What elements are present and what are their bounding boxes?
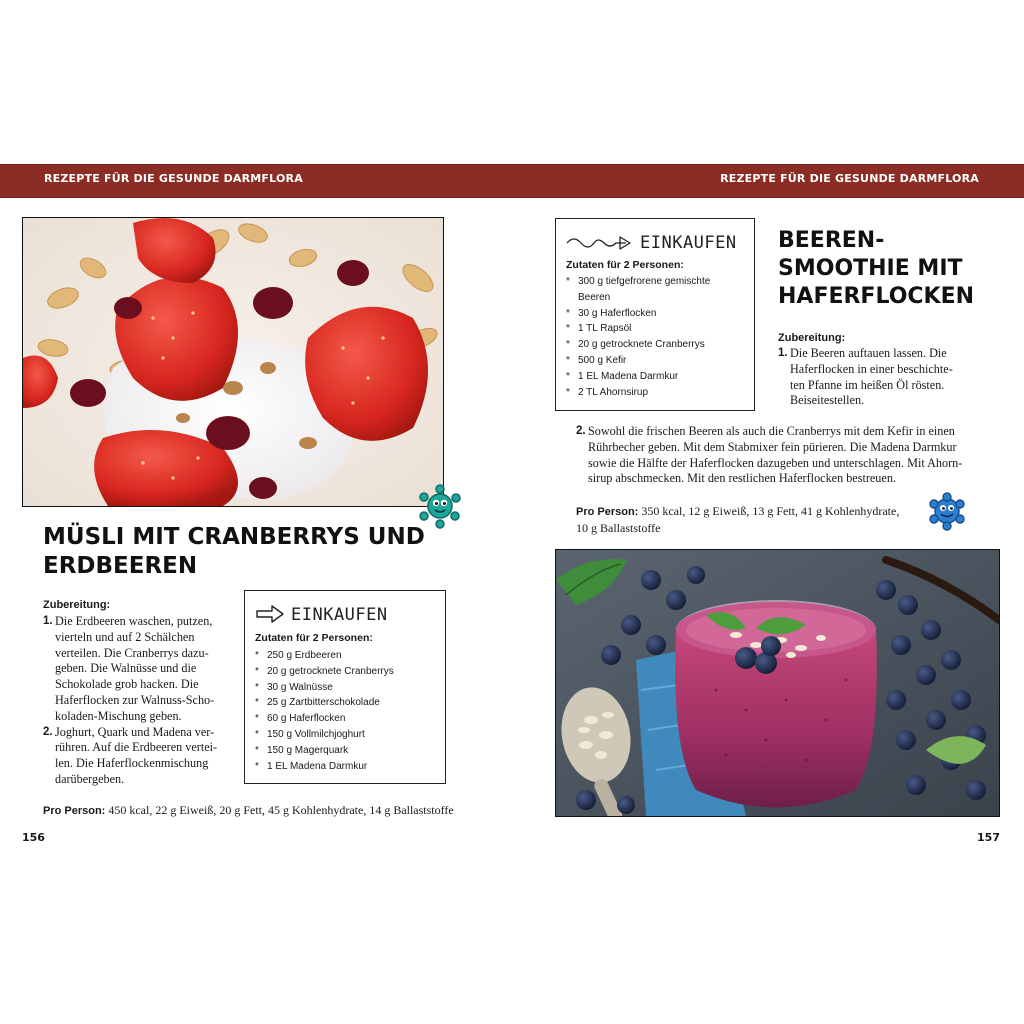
ingredient-item: * 1 TL Rapsöl [566, 321, 750, 337]
step-line: Haferflocken zur Walnuss-Scho- [55, 692, 215, 707]
smoothie-photo-illustration [556, 550, 999, 816]
left-steps [43, 614, 233, 788]
star-bullet-icon: * [566, 354, 570, 366]
step-line: sirup abschmecken. Mit den restlichen Haferflocken bestreuen. [588, 471, 896, 486]
muesli-photo-illustration [23, 218, 443, 506]
left-step-1 [43, 614, 233, 725]
step-line: Die Erdbeeren waschen, putzen, [55, 614, 213, 628]
star-bullet-icon: * [255, 697, 259, 709]
right-shopping-box [555, 218, 755, 411]
ingredient-item: * 500 g Kefir [566, 353, 750, 369]
step-line: Beiseitestellen. [790, 393, 865, 408]
ingredient-item: * 60 g Haferflocken [255, 711, 440, 727]
star-bullet-icon: * [566, 386, 570, 398]
smoothie-photo [555, 549, 1000, 817]
step-line: verteilen. Die Cranberrys dazu- [55, 645, 209, 660]
star-bullet-icon: * [255, 760, 259, 772]
left-nutrition-label: Pro Person: [43, 805, 106, 817]
step-line: Sowohl die frischen Beeren als auch die Cranberrys mit dem Kefir in einen [588, 424, 955, 438]
ingredient-item: * 1 EL Madena Darmkur [566, 369, 750, 385]
step-number: 2. [43, 725, 53, 738]
star-bullet-icon: * [566, 370, 570, 382]
right-title-line-1: BEEREN- [778, 228, 885, 253]
ingredient-item: * 300 g tiefgefrorene gemischte [566, 274, 750, 290]
running-header-left: REZEPTE FÜR DIE GESUNDE DARMFLORA [44, 172, 303, 185]
star-bullet-icon: * [255, 728, 259, 740]
star-bullet-icon: * [566, 276, 570, 287]
ingredient-item: * 30 g Walnüsse [255, 680, 440, 696]
left-ingredient-list [255, 648, 440, 774]
star-bullet-icon: * [566, 307, 570, 319]
step-line: darübergeben. [55, 771, 125, 786]
left-shopping-title: EINKAUFEN [291, 605, 388, 625]
left-title-line-1: MÜSLI MIT CRANBERRYS UND [43, 524, 425, 550]
star-bullet-icon: * [255, 681, 259, 693]
running-header-right: REZEPTE FÜR DIE GESUNDE DARMFLORA [720, 172, 979, 185]
step-line: rühren. Auf die Erdbeeren vertei- [55, 740, 218, 755]
right-step-2 [576, 424, 996, 487]
right-nutrition-values-1: 350 kcal, 12 g Eiweiß, 13 g Fett, 41 g Kohlenhydrate, [641, 504, 900, 518]
hand-drawn-arrow-icon [255, 603, 285, 625]
page-number-right: 157 [977, 831, 1000, 844]
left-prep-label: Zubereitung: [43, 599, 111, 611]
right-title-line-3: HAFERFLOCKEN [778, 284, 975, 309]
ingredient-item: * 150 g Magerquark [255, 743, 440, 759]
ingredient-item: * 20 g getrocknete Cranberrys [566, 337, 750, 353]
muesli-photo [22, 217, 444, 507]
step-line: len. Die Haferflockenmischung [55, 756, 209, 771]
step-number: 2. [576, 425, 586, 437]
ingredient-item: * 30 g Haferflocken [566, 306, 750, 322]
right-ingredient-list [566, 274, 750, 400]
right-title-line-2: SMOOTHIE MIT [778, 256, 963, 281]
hand-drawn-swirl-arrow-icon [564, 231, 634, 253]
ingredient-item: * 2 TL Ahornsirup [566, 385, 750, 401]
star-bullet-icon: * [566, 323, 570, 335]
star-bullet-icon: * [255, 713, 259, 725]
left-nutrition-values: 450 kcal, 22 g Eiweiß, 20 g Fett, 45 g Kohlenhydrate, 14 g Ballaststoffe [108, 803, 454, 817]
ingredient-item: * 20 g getrocknete Cranberrys [255, 664, 440, 680]
blue-germ-mascot-icon [927, 491, 967, 531]
right-nutrition-values-2: 10 g Ballaststoffe [576, 520, 661, 535]
ingredient-item: * 25 g Zartbitterschokolade [255, 695, 440, 711]
step-line: geben. Die Walnüsse und die [55, 661, 197, 676]
left-title-line-2: ERDBEEREN [43, 553, 198, 579]
ingredient-item: * 150 g Vollmilchjoghurt [255, 727, 440, 743]
right-prep-label: Zubereitung: [778, 332, 846, 344]
left-shopping-box [244, 590, 446, 784]
ingredient-item-continued: Beeren [578, 291, 611, 303]
right-shopping-title: EINKAUFEN [640, 233, 737, 253]
left-nutrition [43, 803, 454, 820]
step-number: 1. [43, 615, 53, 627]
ingredient-item: * 1 EL Madena Darmkur [255, 759, 440, 775]
star-bullet-icon: * [566, 339, 570, 351]
step-line: sowie die Hälfte der Haferflocken dazugeben und unterschlagen. Mit Ahorn- [588, 455, 963, 470]
step-line: ten Pfanne im heißen Öl rösten. [790, 377, 945, 392]
step-line: Joghurt, Quark und Madena ver- [55, 724, 215, 739]
step-line: koladen-Mischung geben. [55, 708, 182, 723]
star-bullet-icon: * [255, 665, 259, 677]
star-bullet-icon: * [255, 650, 259, 661]
left-shopping-subtitle: Zutaten für 2 Personen: [255, 632, 373, 644]
right-nutrition [576, 504, 926, 536]
page-number-left: 156 [22, 831, 45, 844]
right-shopping-subtitle: Zutaten für 2 Personen: [566, 259, 684, 271]
star-bullet-icon: * [255, 744, 259, 756]
step-line: vierteln und auf 2 Schälchen [55, 629, 195, 644]
right-nutrition-label: Pro Person: [576, 506, 639, 518]
right-recipe-title [778, 227, 974, 311]
step-line: Schokolade grob hacken. Die [55, 677, 199, 692]
step-line: Rührbecher geben. Mit dem Stabmixer fein pürieren. Die Madena Darmkur [588, 439, 957, 454]
step-line: Haferflocken in einer beschichte- [790, 361, 953, 376]
step-number: 1. [778, 347, 788, 359]
ingredient-item: * 250 g Erdbeeren [255, 648, 440, 664]
step-line: Die Beeren auftauen lassen. Die [790, 346, 947, 360]
left-step-2 [43, 725, 233, 788]
right-step-1 [778, 346, 993, 409]
left-recipe-title [43, 523, 425, 581]
